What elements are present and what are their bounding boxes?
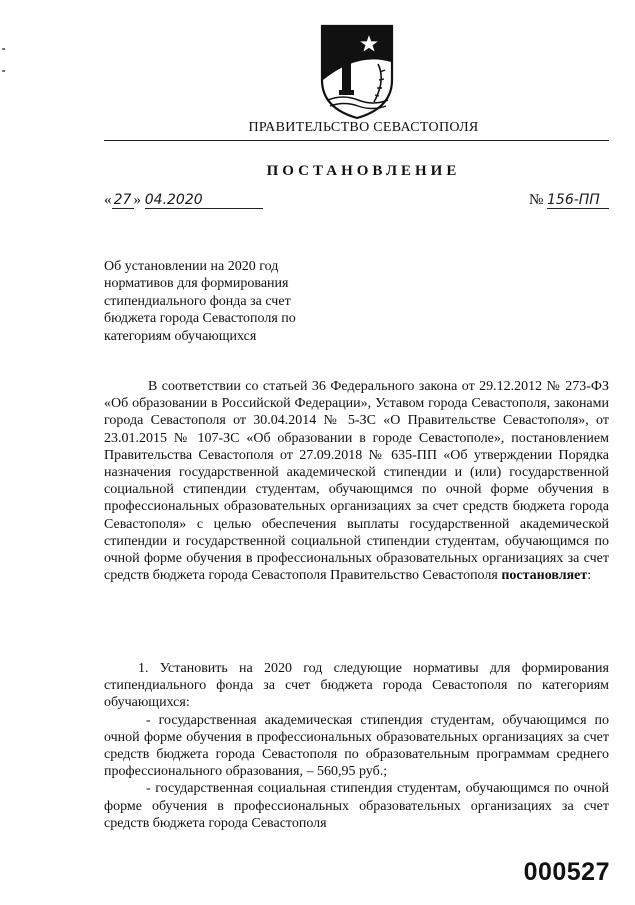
number-value: 156-ПП: [547, 193, 609, 209]
preamble-end: :: [587, 568, 592, 584]
document-serial-number: 000527: [523, 858, 610, 886]
decree-subject: Об установлении на 2020 год нормативов для формирования стипендиального фонда за счет бюджета города Севастополя по категориям обучающихся: [104, 259, 296, 344]
header-divider: [104, 140, 609, 141]
norm-academic: - государственная академическая стипендия студентам, обучающимся по очной форме обучения в профессиональных образовательных организациях за счет средств бюджета города Севастополя по образовательным программам среднего профессионального образования, – 560,95 руб.;: [104, 712, 609, 780]
decree-number: [529, 192, 609, 209]
date-number-row: [104, 192, 609, 214]
preamble: [104, 378, 609, 584]
decree-date: [104, 192, 263, 209]
scan-edge-mark: [2, 48, 5, 50]
number-sign: №: [528, 192, 544, 208]
preamble-paragraph: [104, 378, 609, 584]
date-close-quote: »: [133, 192, 141, 208]
preamble-emphasis: постановляет: [501, 568, 588, 584]
date-open-quote: «: [104, 192, 112, 208]
norm-social: - государственная социальная стипендия студентам, обучающимся по очной форме обучения в профессиональных образовательных организациях за счет средств бюджета города Севастополя: [104, 781, 609, 831]
date-month-year: 04.2020: [145, 193, 263, 209]
government-name: ПРАВИТЕЛЬСТВО СЕВАСТОПОЛЯ: [248, 120, 479, 135]
date-day: 27: [112, 193, 134, 209]
item-1-intro: 1. Установить на 2020 год следующие нормативы для формирования стипендиального фонда за счет бюджета города Севастополя по категориям обучающихся:: [104, 661, 609, 711]
item-1: [104, 660, 609, 832]
scan-edge-mark: [2, 70, 5, 72]
decree-title: ПОСТАНОВЛЕНИЕ: [266, 163, 461, 179]
coat-of-arms-emblem: [318, 22, 396, 120]
preamble-text: В соответствии со статьей 36 Федерального закона от 29.12.2012 № 273-ФЗ «Об образовании в Российской Федерации», Уставом города Севастополя, законами города Севастополя от 30.04.2014 № 5-ЗС «О Правительстве Севастополя», от 23.01.2015 № 107-ЗС «Об образовании в городе Севастополе», постановлением Правительства Севастополя от 27.09.2018 № 635-ПП «Об утверждении Порядка назначения государственной академической стипендии и (или) государственной социальной стипендии студентам, обучающимся по очной форме обучения в профессиональных образовательных организациях за счет средств бюджета города Севастополя» с целью обеспечения выплаты государственной академической стипендии и государственной социальной стипендии студентам, обучающимся по очной форме обучения в профессиональных образовательных организациях за счет средств бюджета города Севастополя Правительство Севастополя: [104, 379, 609, 584]
